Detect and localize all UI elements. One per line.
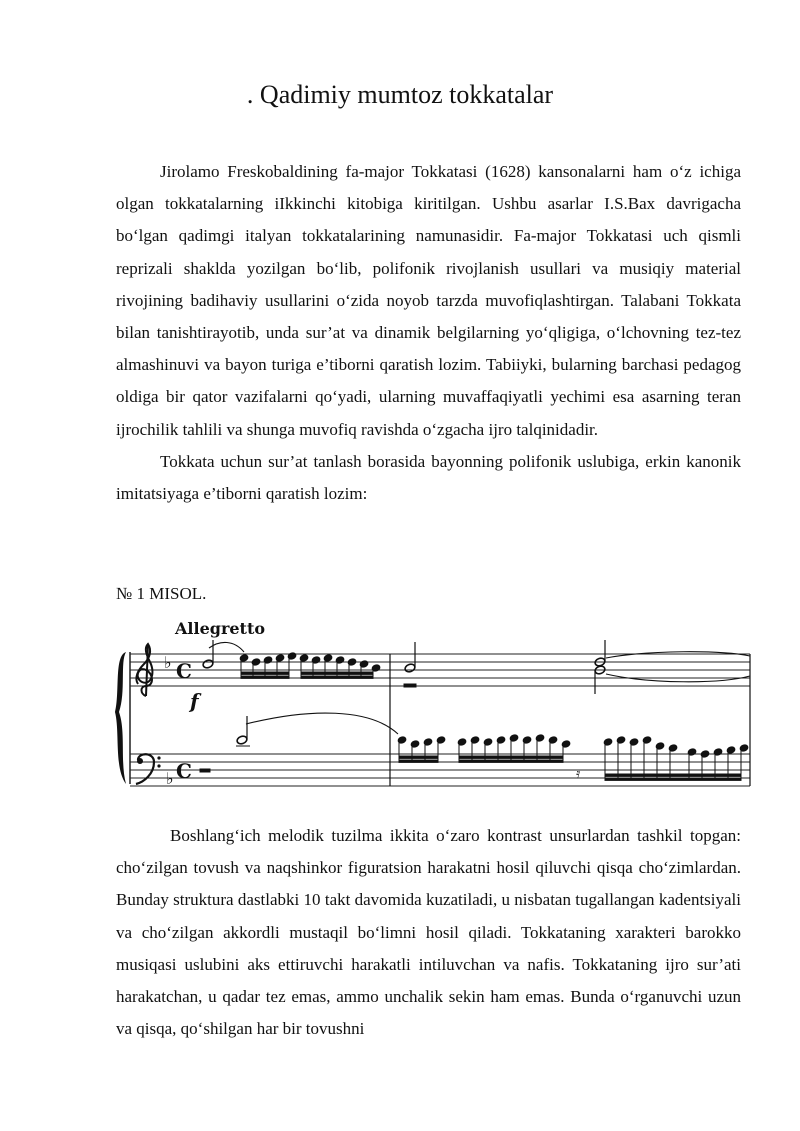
- analysis-text: [116, 820, 741, 1045]
- example-label: № 1 MISOL.: [116, 584, 207, 603]
- paragraph: Jirolamo Freskobaldining fa-major Tokkatasi (1628) kansonalarni ham o‘z ichiga olgan tokkatalarning iIkkinchi kitobiga kiritilgan. Ushbu asarlar I.S.Bax davrigacha bo‘lgan qadimgi italyan tokkatalarining namunasidir. Fa-major Tokkatasi uch qismli reprizali shaklda yozilgan bo‘lib, polifonik rivojlanish usullari va musiqiy material rivojining badihaviy usullarini o‘zida noyob tarzda muvofiqlashtirgan. Talabani Tokkata bilan tanishtirayotib, unda sur’at va dinamik belgilarning yo‘qligiga, o‘lchovning tez-tez almashinuvi va bayon turiga e’tiborni qaratish lozim. Tabiiyki, bularning barchasi pedagog oldiga bir qator vazifalarni qo‘yadi, ularning muvaffaqiyatli yechimi esa asarning teran ijrochilik tahlili va shunga muvofiq ravishda o‘zgacha ijro talqinidadir.: [116, 162, 741, 439]
- grand-staff-brace: [115, 652, 126, 784]
- intro-text: [116, 156, 741, 510]
- dynamic-marking: f: [190, 689, 199, 713]
- page-title: . Qadimiy mumtoz tokkatalar: [246, 80, 554, 109]
- bass-measure-2: [397, 734, 749, 782]
- paragraph: Boshlang‘ich melodik tuzilma ikkita o‘zaro kontrast unsurlardan tashkil topgan: cho‘zilgan tovush va naqshinkor figuratsion harakatni hosil qiluvchi qisqa cho‘zimlardan. Bunday struktura dastlabki 10 takt davomida kuzatiladi, u nisbatan tugallangan kadentsiyali va cho‘zilgan akkordli mustaqil bo‘limni hosil qiladi. Tokkataning xarakteri barokko musiqasi uslubini aks ettiruvchi harakatli intiluvchan va nafis. Tokkataning ijro sur’ati harakatchan, u qadar tez emas, ammo unchalik sekin ham emas. Bunda o‘rganuvchi uzun va qisqa, qo‘shilgan har bir tovushni: [116, 826, 741, 1039]
- tempo-marking: Allegretto: [175, 619, 265, 638]
- common-time-icon: C: [176, 659, 192, 683]
- music-score: [110, 612, 755, 794]
- flat-icon: ♭: [164, 653, 172, 672]
- flat-icon: ♭: [166, 769, 174, 788]
- paragraph: Tokkata uchun sur’at tanlash borasida bayonning polifonik uslubiga, erkin kanonik imitatsiyaga e’tiborni qaratish lozim:: [116, 451, 741, 504]
- bass-measure-1: [200, 713, 398, 772]
- common-time-icon: C: [176, 759, 192, 783]
- svg-text:𝄿: 𝄿: [576, 766, 581, 782]
- bass-clef-icon: [136, 754, 161, 784]
- treble-measure-1: [202, 640, 381, 678]
